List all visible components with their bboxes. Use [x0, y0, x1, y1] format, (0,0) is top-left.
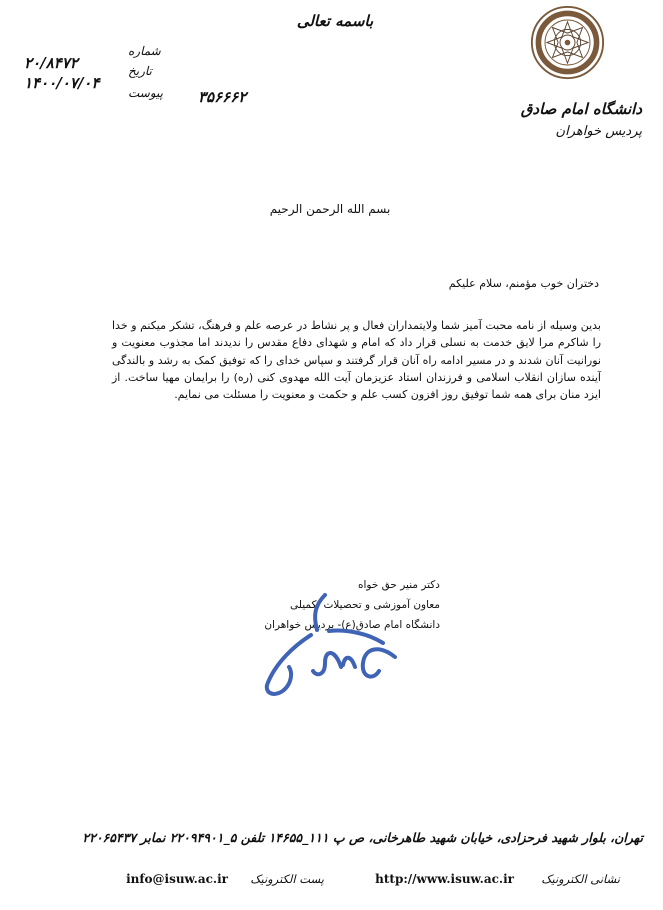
handwritten-signature — [255, 585, 405, 705]
number-label: شماره — [128, 44, 161, 58]
date-value: ۱۴۰۰/۰۷/۰۴ — [24, 74, 100, 92]
university-seal-icon — [530, 5, 605, 80]
bismillah: بسم الله الرحمن الرحیم — [269, 202, 391, 216]
letter-heading: باسمه تعالی — [296, 12, 374, 30]
footer-contact-row — [100, 872, 620, 892]
campus-name: پردیس خواهران — [555, 124, 642, 139]
signer-organization: دانشگاه امام صادق(ع)- پردیس خواهران — [264, 619, 440, 631]
website-label: نشانی الکترونیک — [541, 872, 620, 886]
number-value: ۲۰/۸۴۷۲ — [24, 54, 78, 72]
salutation: دختران خوب مؤمنم، سلام علیکم — [448, 277, 599, 290]
website-link[interactable]: http://www.isuw.ac.ir — [375, 872, 514, 886]
date-label: تاریخ — [128, 64, 152, 78]
university-name: دانشگاه امام صادق — [520, 100, 642, 118]
letter-body-paragraph: بدین وسیله از نامه محبت آمیز شما ولایتمداران فعال و پر نشاط در عرصه علم و فرهنگ، تشکر میکنم و خدا را شاکرم مرا لایق خدمت به نسلی قرار داد که امام و شهدای دفاع مقدس را ندیدند اما مجذوب معنویت و نورانیت آنان شدند و در مسیر ادامه راه آنان قرار گرفتند و سپاس خدای را که توفیق کمک به رشد و بالندگی آینده سازان انقلاب اسلامی و فرزندان استاد عزیزمان آیت الله مهدوی کنی (ره) را برایمان مهیا ساخت. از ایزد منان برای همه شما توفیق روز افزون کسب علم و حکمت و معنویت را مسئلت می نمایم. — [112, 319, 601, 402]
email-link[interactable]: info@isuw.ac.ir — [126, 872, 228, 886]
email-label: پست الکترونیک — [250, 872, 324, 886]
letter-body — [112, 317, 601, 403]
signer-title: معاون آموزشی و تحصیلات تکمیلی — [290, 599, 440, 611]
signer-name: دکتر منیر حق خواه — [358, 579, 440, 591]
footer-address: تهران، بلوار شهید فرحزادی، خیابان شهید طاهرخانی، ص پ ۱۱۱_۱۴۶۵۵ تلفن ۵_۲۲۰۹۴۹۰۱ نمابر ۲۲۰۶۵۴۳۷ — [82, 830, 643, 845]
reference-number: ۳۵۶۶۶۲ — [198, 88, 247, 106]
attachment-label: پیوست — [128, 86, 163, 100]
